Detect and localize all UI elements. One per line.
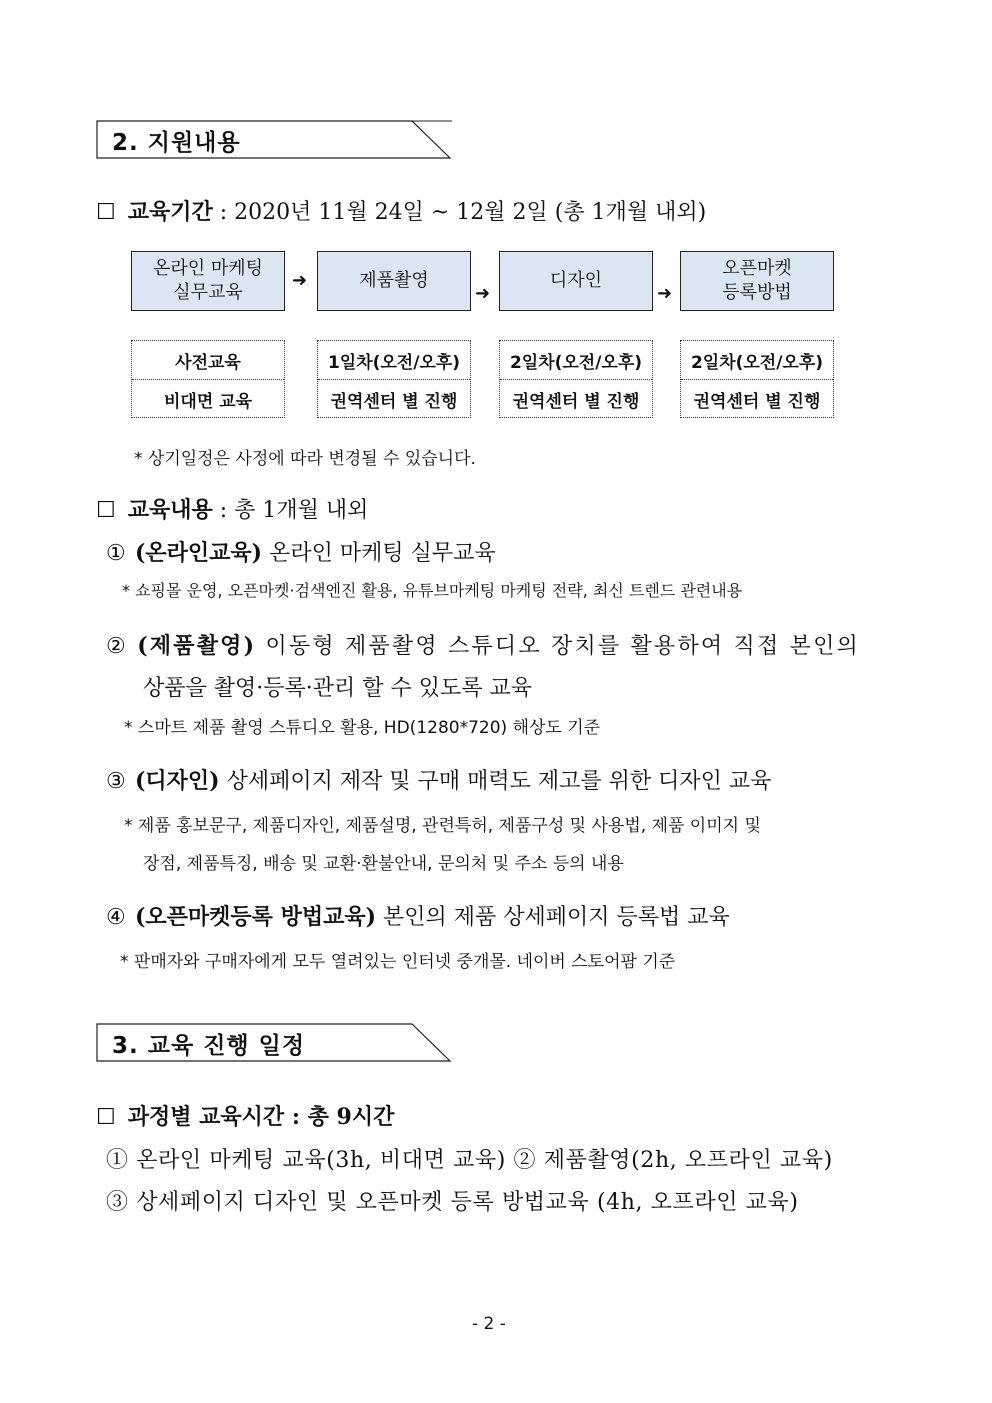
content-label: 교육내용	[127, 497, 213, 523]
item-1	[106, 536, 496, 567]
content-line	[96, 493, 368, 524]
item-title: (오픈마켓등록 방법교육)	[135, 904, 376, 930]
flow-box-line: 디자인	[549, 270, 603, 291]
flow-box-online	[131, 251, 285, 311]
section-2-header	[96, 120, 452, 160]
section-3-header	[96, 1023, 452, 1063]
period-line	[96, 195, 706, 226]
item-number: ④	[106, 905, 126, 930]
item-2	[106, 629, 860, 660]
schedule-box	[499, 340, 653, 418]
checkbox-square-icon: ☐	[96, 200, 116, 225]
content-value: 총 1개월 내외	[234, 498, 369, 523]
item-number: ③	[106, 769, 126, 794]
item-3	[106, 764, 771, 795]
item-1-note: * 쇼핑몰 운영, 오픈마켓·검색엔진 활용, 유튜브마케팅 마케팅 전략, 최신 트렌드 관련내용	[122, 581, 743, 600]
schedule-day: 사전교육	[132, 341, 284, 380]
period-label: 교육기간	[127, 199, 213, 225]
hours-line	[96, 1100, 394, 1131]
arrow-icon: ➜	[475, 283, 491, 304]
item-title: (제품촬영)	[137, 633, 257, 659]
flow-box-line: 온라인 마케팅	[152, 258, 264, 279]
item-title: (디자인)	[135, 768, 220, 794]
item-number: ①	[106, 541, 126, 566]
schedule-box	[680, 340, 834, 418]
item-text: 온라인 마케팅 실무교육	[269, 541, 496, 566]
arrow-icon: ➜	[292, 270, 308, 291]
flow-box-line: 등록방법	[722, 282, 792, 303]
item-3-note-2: 장점, 제품특징, 배송 및 교환·환불안내, 문의처 및 주소 등의 내용	[143, 854, 624, 874]
item-text: 본인의 제품 상세페이지 등록법 교육	[383, 905, 730, 930]
checkbox-square-icon: ☐	[96, 1105, 116, 1130]
item-text: 이동형 제품촬영 스튜디오 장치를 활용하여 직접 본인의	[265, 634, 860, 659]
period-separator: :	[219, 200, 228, 225]
flow-box-line: 제품촬영	[359, 270, 429, 291]
schedule-day: 2일차(오전/오후)	[500, 341, 652, 380]
schedule-mode: 비대면 교육	[163, 391, 253, 412]
courses-line-2: ③ 상세페이지 디자인 및 오픈마켓 등록 방법교육 (4h, 오프라인 교육)	[106, 1190, 799, 1215]
schedule-day: 1일차(오전/오후)	[318, 341, 470, 380]
item-title: (온라인교육)	[135, 540, 263, 566]
schedule-note: * 상기일정은 사정에 따라 변경될 수 있습니다.	[134, 449, 476, 469]
item-2-note: * 스마트 제품 촬영 스튜디오 활용, HD(1280*720) 해상도 기준	[124, 718, 601, 738]
item-text: 상세페이지 제작 및 구매 매력도 제고를 위한 디자인 교육	[226, 769, 772, 794]
flow-box-photo	[317, 251, 471, 311]
hours-label: 과정별 교육시간 : 총 9시간	[127, 1104, 395, 1130]
flow-box-line: 오픈마켓	[722, 258, 792, 279]
page-number: - 2 -	[472, 1314, 506, 1334]
item-4	[106, 900, 730, 931]
schedule-day: 2일차(오전/오후)	[681, 341, 833, 380]
item-4-note: * 판매자와 구매자에게 모두 열려있는 인터넷 중개몰. 네이버 스토어팜 기준	[120, 952, 676, 972]
item-number: ②	[106, 634, 128, 659]
item-2-line-2: 상품을 촬영·등록·관리 할 수 있도록 교육	[143, 676, 532, 701]
schedule-mode: 권역센터 별 진행	[330, 391, 458, 412]
flow-box-line: 실무교육	[173, 282, 243, 303]
arrow-icon: ➜	[657, 283, 673, 304]
flow-box-openmarket	[680, 251, 834, 311]
content-separator: :	[219, 498, 228, 523]
schedule-mode: 권역센터 별 진행	[512, 391, 640, 412]
period-value: 2020년 11월 24일 ~ 12월 2일 (총 1개월 내외)	[234, 200, 707, 225]
flow-box-design	[499, 251, 653, 311]
courses-line-1: ① 온라인 마케팅 교육(3h, 비대면 교육) ② 제품촬영(2h, 오프라인 교육)	[106, 1148, 833, 1173]
section-2-title: 2. 지원내용	[112, 130, 241, 156]
item-3-note: * 제품 홍보문구, 제품디자인, 제품설명, 관련특허, 제품구성 및 사용법, 제품 이미지 및	[124, 816, 761, 836]
section-3-title: 3. 교육 진행 일정	[112, 1033, 306, 1059]
schedule-mode: 권역센터 별 진행	[693, 391, 821, 412]
checkbox-square-icon: ☐	[96, 498, 116, 523]
schedule-box	[131, 340, 285, 418]
schedule-box	[317, 340, 471, 418]
